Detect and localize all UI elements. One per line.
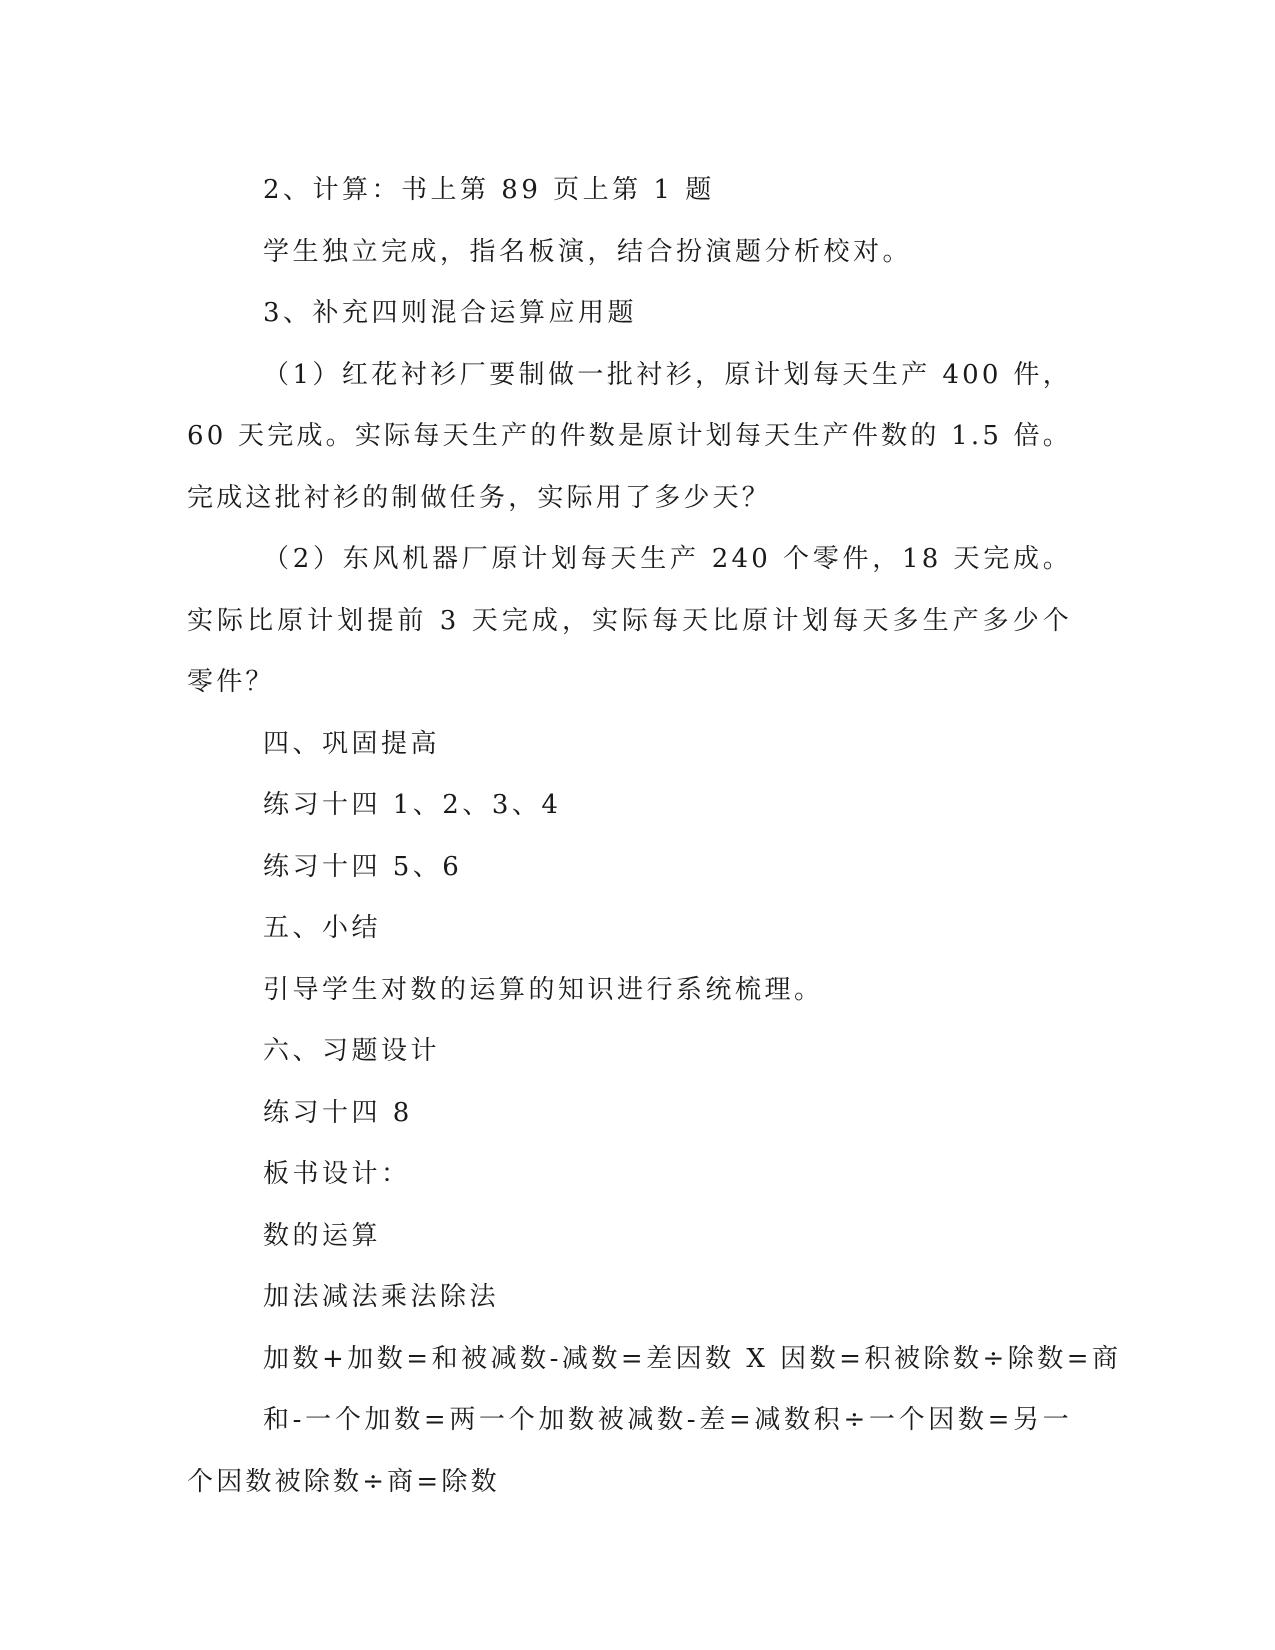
section-heading-consolidate: 四、巩固提高 — [263, 728, 441, 759]
paragraph-problem-2: （2）东风机器厂原计划每天生产 240 个零件，18 天完成。实际比原计划提前 3 天完成，实际每天比原计划每天多生产多少个零件？ — [187, 544, 1072, 697]
paragraph-supplement-heading: 3、补充四则混合运算应用题 — [263, 298, 638, 328]
paragraph-exercise-2: 练习十四 5、6 — [263, 851, 463, 882]
paragraph-exercise-1: 练习十四 1、2、3、4 — [263, 790, 562, 820]
document-body — [187, 160, 1122, 1513]
paragraph-operations: 加法减法乘法除法 — [263, 1282, 500, 1312]
paragraph-student-work: 学生独立完成，指名板演，结合扮演题分析校对。 — [263, 236, 913, 267]
paragraph-board-title: 数的运算 — [263, 1220, 382, 1251]
paragraph-formulas-1: 加数+加数=和被减数-减数=差因数 X 因数=积被除数÷除数=商 — [263, 1343, 1122, 1374]
paragraph-summary: 引导学生对数的运算的知识进行系统梳理。 — [263, 974, 824, 1005]
paragraph-problem-1: （1）红花衬衫厂要制做一批衬衫，原计划每天生产 400 件，60 天完成。实际每天生产的件数是原计划每天生产件数的 1.5 倍。完成这批衬衫的制做任务，实际用了多少天？ — [187, 359, 1072, 513]
paragraph-formulas-2: 和-一个加数=两一个加数被减数-差=减数积÷一个因数=另一个因数被除数÷商=除数 — [187, 1405, 1072, 1497]
paragraph-exercise-3: 练习十四 8 — [263, 1097, 413, 1128]
paragraph-board-design: 板书设计： — [263, 1159, 411, 1189]
paragraph-calc-task: 2、计算：书上第 89 页上第 1 题 — [263, 175, 715, 205]
section-heading-summary: 五、小结 — [263, 913, 382, 943]
section-heading-exercise-design: 六、习题设计 — [263, 1036, 441, 1066]
